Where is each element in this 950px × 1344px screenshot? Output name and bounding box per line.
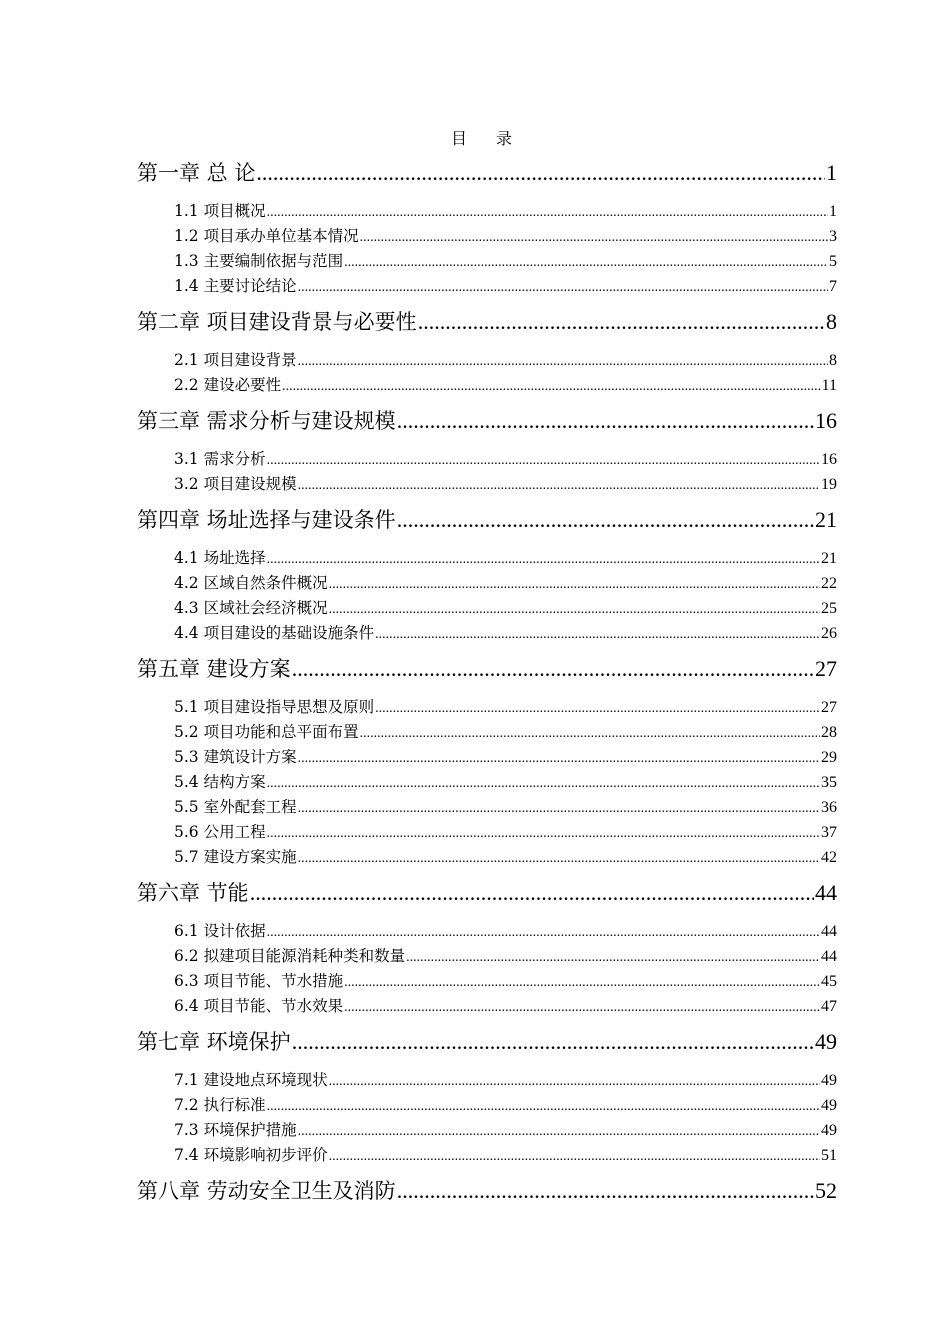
dot-leader	[267, 771, 820, 796]
toc-section-entry[interactable]	[137, 919, 837, 944]
toc-entry-label: 7.4 环境影响初步评价	[174, 1146, 328, 1164]
toc-section-entry[interactable]	[137, 472, 837, 497]
toc-page-number: 19	[821, 476, 837, 493]
toc-section-entry[interactable]	[137, 770, 837, 795]
toc-page-number: 8	[829, 352, 837, 369]
toc-page-number: 42	[821, 849, 837, 866]
toc-section-entry[interactable]	[137, 1143, 837, 1168]
toc-page-number: 44	[821, 948, 837, 965]
toc-entry-label: 5.3 建筑设计方案	[174, 748, 297, 766]
dot-leader	[267, 547, 820, 572]
dot-leader	[267, 448, 820, 473]
toc-section-entry[interactable]	[137, 447, 837, 472]
toc-section-entry[interactable]	[137, 199, 837, 224]
dot-leader	[298, 349, 828, 374]
toc-entry-label: 5.1 项目建设指导思想及原则	[174, 698, 375, 716]
dot-leader	[256, 154, 825, 191]
toc-section-entry[interactable]	[137, 224, 837, 249]
dot-leader	[418, 303, 825, 340]
dot-leader	[298, 746, 820, 771]
toc-title: 目 录	[450, 129, 525, 148]
dot-leader	[298, 1119, 820, 1144]
dot-leader	[250, 874, 814, 911]
toc-entry-label: 第六章 节能	[137, 881, 249, 905]
toc-chapter-entry[interactable]	[137, 1023, 837, 1060]
dot-leader	[267, 920, 820, 945]
toc-page-number: 11	[821, 377, 837, 394]
toc-page-number: 45	[821, 973, 837, 990]
dot-leader	[298, 473, 820, 498]
toc-entry-label: 5.4 结构方案	[174, 773, 266, 791]
toc-page-number: 49	[821, 1097, 837, 1114]
toc-page-number: 21	[815, 507, 837, 532]
toc-entry-label: 第三章 需求分析与建设规模	[137, 409, 396, 433]
table-of-contents	[137, 154, 837, 1217]
dot-leader	[329, 1069, 820, 1094]
toc-page-number: 26	[821, 625, 837, 642]
toc-entry-label: 7.2 执行标准	[174, 1096, 266, 1114]
toc-entry-label: 1.4 主要讨论结论	[174, 277, 297, 295]
toc-page-number: 49	[821, 1072, 837, 1089]
dot-leader	[298, 796, 820, 821]
toc-entry-label: 4.4 项目建设的基础设施条件	[174, 624, 375, 642]
toc-entry-label: 6.2 拟建项目能源消耗种类和数量	[174, 947, 406, 965]
toc-section-entry[interactable]	[137, 596, 837, 621]
toc-section-entry[interactable]	[137, 994, 837, 1019]
toc-entry-label: 5.2 项目功能和总平面布置	[174, 723, 359, 741]
toc-entry-label: 第八章 劳动安全卫生及消防	[137, 1179, 396, 1203]
toc-page-number: 35	[821, 774, 837, 791]
dot-leader	[375, 622, 820, 647]
dot-leader	[329, 1144, 820, 1169]
toc-section-entry[interactable]	[137, 695, 837, 720]
toc-page-number: 47	[821, 998, 837, 1015]
toc-page-number: 44	[815, 880, 837, 905]
toc-entry-label: 5.5 室外配套工程	[174, 798, 297, 816]
toc-entry-label: 6.4 项目节能、节水效果	[174, 997, 344, 1015]
toc-entry-label: 1.2 项目承办单位基本情况	[174, 227, 359, 245]
toc-page-number: 27	[821, 699, 837, 716]
toc-entry-label: 1.3 主要编制依据与范围	[174, 252, 344, 270]
dot-leader	[292, 650, 814, 687]
toc-entry-label: 7.1 建设地点环境现状	[174, 1071, 328, 1089]
toc-section-entry[interactable]	[137, 795, 837, 820]
toc-entry-label: 1.1 项目概况	[174, 202, 266, 220]
toc-chapter-entry[interactable]	[137, 650, 837, 687]
toc-section-entry[interactable]	[137, 820, 837, 845]
toc-section-entry[interactable]	[137, 720, 837, 745]
dot-leader	[397, 1172, 814, 1209]
toc-entry-label: 5.7 建设方案实施	[174, 848, 297, 866]
toc-section-entry[interactable]	[137, 546, 837, 571]
toc-entry-label: 第四章 场址选择与建设条件	[137, 508, 396, 532]
toc-entry-label: 3.1 需求分析	[174, 450, 266, 468]
dot-leader	[406, 945, 820, 970]
toc-section-entry[interactable]	[137, 274, 837, 299]
toc-entry-label: 7.3 环境保护措施	[174, 1121, 297, 1139]
dot-leader	[360, 721, 820, 746]
toc-section-entry[interactable]	[137, 745, 837, 770]
toc-section-entry[interactable]	[137, 944, 837, 969]
toc-section-entry[interactable]	[137, 571, 837, 596]
dot-leader	[292, 1023, 814, 1060]
dot-leader	[344, 250, 828, 275]
toc-entry-label: 第一章 总 论	[137, 161, 256, 185]
dot-leader	[282, 374, 821, 399]
toc-page-number: 16	[821, 451, 837, 468]
toc-chapter-entry[interactable]	[137, 1172, 837, 1209]
toc-section-entry[interactable]	[137, 348, 837, 373]
dot-leader	[329, 597, 820, 622]
dot-leader	[344, 995, 820, 1020]
dot-leader	[360, 225, 828, 250]
dot-leader	[267, 821, 820, 846]
dot-leader	[267, 1094, 820, 1119]
toc-section-entry[interactable]	[137, 1093, 837, 1118]
toc-chapter-entry[interactable]	[137, 402, 837, 439]
toc-page-number: 29	[821, 749, 837, 766]
toc-page-number: 22	[821, 575, 837, 592]
dot-leader	[397, 402, 814, 439]
toc-entry-label: 第二章 项目建设背景与必要性	[137, 310, 417, 334]
toc-page-number: 37	[821, 824, 837, 841]
toc-section-entry[interactable]	[137, 1118, 837, 1143]
toc-page-number: 25	[821, 600, 837, 617]
toc-chapter-entry[interactable]	[137, 303, 837, 340]
toc-entry-label: 第七章 环境保护	[137, 1030, 291, 1054]
toc-entry-label: 4.3 区域社会经济概况	[174, 599, 328, 617]
toc-page-number: 51	[821, 1147, 837, 1164]
toc-page-number: 49	[815, 1029, 837, 1054]
toc-page-number: 52	[815, 1178, 837, 1203]
dot-leader	[329, 572, 820, 597]
toc-entry-label: 6.1 设计依据	[174, 922, 266, 940]
toc-page-number: 44	[821, 923, 837, 940]
toc-section-entry[interactable]	[137, 621, 837, 646]
toc-page-number: 28	[821, 724, 837, 741]
toc-page-number: 27	[815, 656, 837, 681]
toc-section-entry[interactable]	[137, 249, 837, 274]
toc-entry-label: 4.2 区域自然条件概况	[174, 574, 328, 592]
toc-page-number: 36	[821, 799, 837, 816]
dot-leader	[298, 846, 820, 871]
toc-page-number: 8	[826, 309, 837, 334]
toc-chapter-entry[interactable]	[137, 154, 837, 191]
toc-entry-label: 5.6 公用工程	[174, 823, 266, 841]
dot-leader	[267, 200, 828, 225]
toc-page-number: 3	[829, 228, 837, 245]
toc-entry-label: 4.1 场址选择	[174, 549, 266, 567]
toc-entry-label: 6.3 项目节能、节水措施	[174, 972, 344, 990]
dot-leader	[375, 696, 820, 721]
toc-chapter-entry[interactable]	[137, 874, 837, 911]
toc-section-entry[interactable]	[137, 1068, 837, 1093]
toc-section-entry[interactable]	[137, 845, 837, 870]
toc-entry-label: 2.2 建设必要性	[174, 376, 282, 394]
toc-section-entry[interactable]	[137, 373, 837, 398]
dot-leader	[298, 275, 828, 300]
toc-entry-label: 3.2 项目建设规模	[174, 475, 297, 493]
toc-page-number: 5	[829, 253, 837, 270]
toc-page-number: 1	[826, 160, 837, 185]
dot-leader	[344, 970, 820, 995]
dot-leader	[397, 501, 814, 538]
toc-page-number: 49	[821, 1122, 837, 1139]
toc-page-number: 7	[829, 278, 837, 295]
toc-page-number: 1	[829, 203, 837, 220]
toc-section-entry[interactable]	[137, 969, 837, 994]
toc-chapter-entry[interactable]	[137, 501, 837, 538]
toc-entry-label: 2.1 项目建设背景	[174, 351, 297, 369]
toc-page-number: 21	[821, 550, 837, 567]
toc-page-number: 16	[815, 408, 837, 433]
toc-entry-label: 第五章 建设方案	[137, 657, 291, 681]
